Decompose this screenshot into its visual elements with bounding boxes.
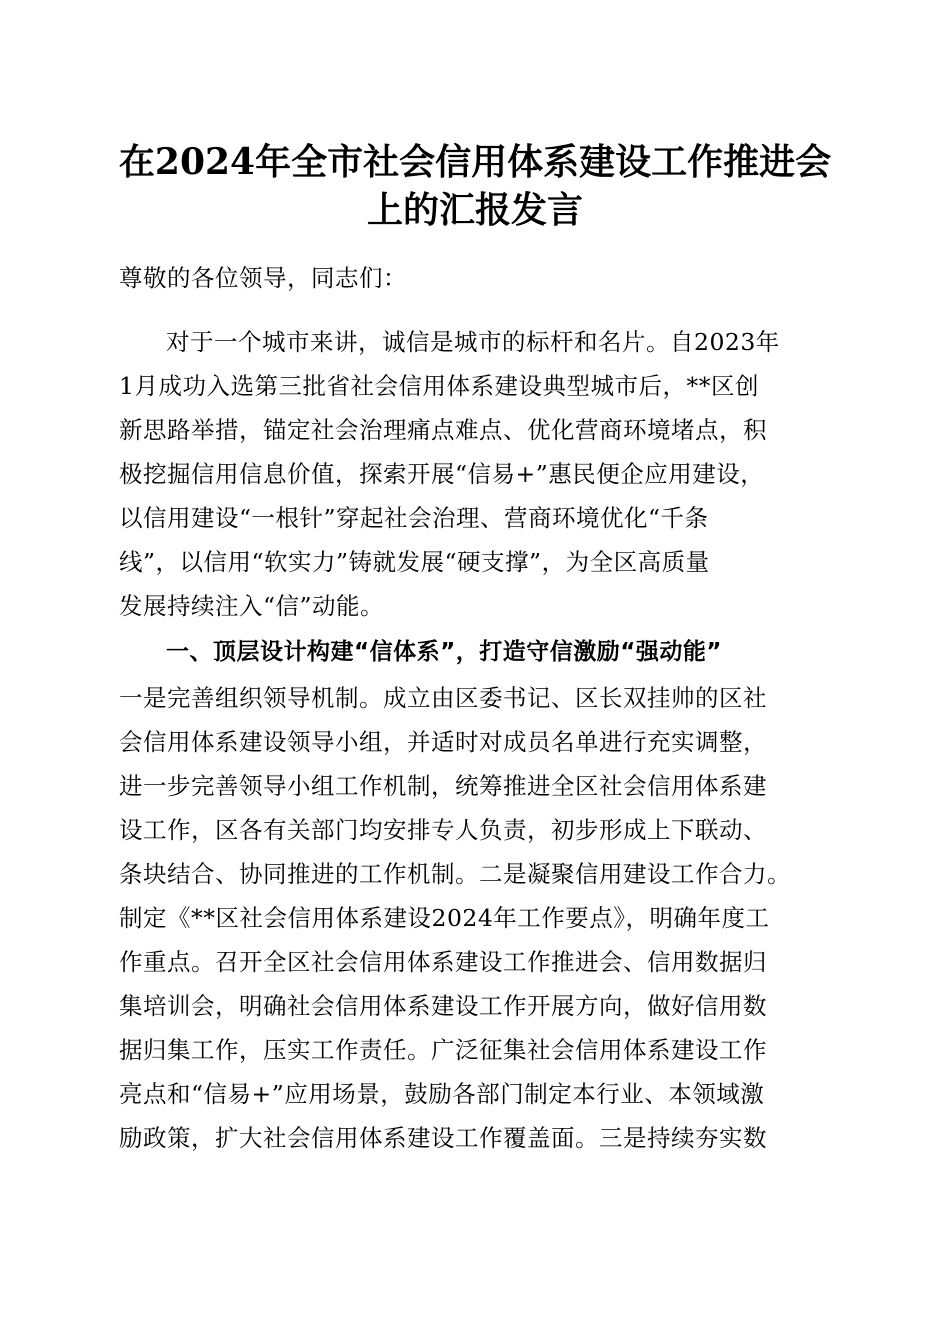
paragraph-line: 对于一个城市来讲，诚信是城市的标杆和名片。自2023年 (166, 328, 780, 356)
paragraph-line: 会信用体系建设领导小组，并适时对成员名单进行充实调整， (119, 728, 767, 756)
paragraph-line: 据归集工作，压实工作责任。广泛征集社会信用体系建设工作 (119, 1036, 767, 1064)
paragraph-line: 亮点和“信易+”应用场景，鼓励各部门制定本行业、本领域激 (119, 1080, 765, 1108)
paragraph-line: 新思路举措，锚定社会治理痛点难点、优化营商环境堵点，积 (119, 416, 767, 444)
paragraph-line: 设工作，区各有关部门均安排专人负责，初步形成上下联动、 (119, 816, 767, 844)
document-title-line-2: 上的汇报发言 (366, 189, 583, 231)
paragraph-line: 进一步完善领导小组工作机制，统筹推进全区社会信用体系建 (119, 772, 767, 800)
paragraph-line: 集培训会，明确社会信用体系建设工作开展方向，做好信用数 (119, 992, 767, 1020)
paragraph-line: 一是完善组织领导机制。成立由区委书记、区长双挂帅的区社 (119, 684, 767, 712)
paragraph-line: 作重点。召开全区社会信用体系建设工作推进会、信用数据归 (119, 948, 767, 976)
paragraph-line: 励政策，扩大社会信用体系建设工作覆盖面。三是持续夯实数 (119, 1124, 767, 1152)
paragraph-line: 线”，以信用“软实力”铸就发展“硬支撑”，为全区高质量 (119, 548, 710, 576)
paragraph-line: 以信用建设“一根针”穿起社会治理、营商环境优化“千条 (119, 504, 709, 532)
paragraph-line: 1月成功入选第三批省社会信用体系建设典型城市后，**区创 (119, 372, 759, 400)
paragraph-line: 极挖掘信用信息价值，探索开展“信易+”惠民便企应用建设， (119, 460, 765, 488)
paragraph-line: 制定《**区社会信用体系建设2024年工作要点》，明确年度工 (119, 904, 770, 932)
paragraph-line: 条块结合、协同推进的工作机制。二是凝聚信用建设工作合力。 (119, 860, 791, 888)
greeting: 尊敬的各位领导，同志们： (119, 264, 407, 292)
paragraph-line: 发展持续注入“信”动能。 (119, 592, 385, 620)
section-heading: 一、顶层设计构建“信体系”，打造守信激励“强动能” (166, 639, 722, 665)
document-title-line-1: 在2024年全市社会信用体系建设工作推进会 (118, 141, 832, 183)
